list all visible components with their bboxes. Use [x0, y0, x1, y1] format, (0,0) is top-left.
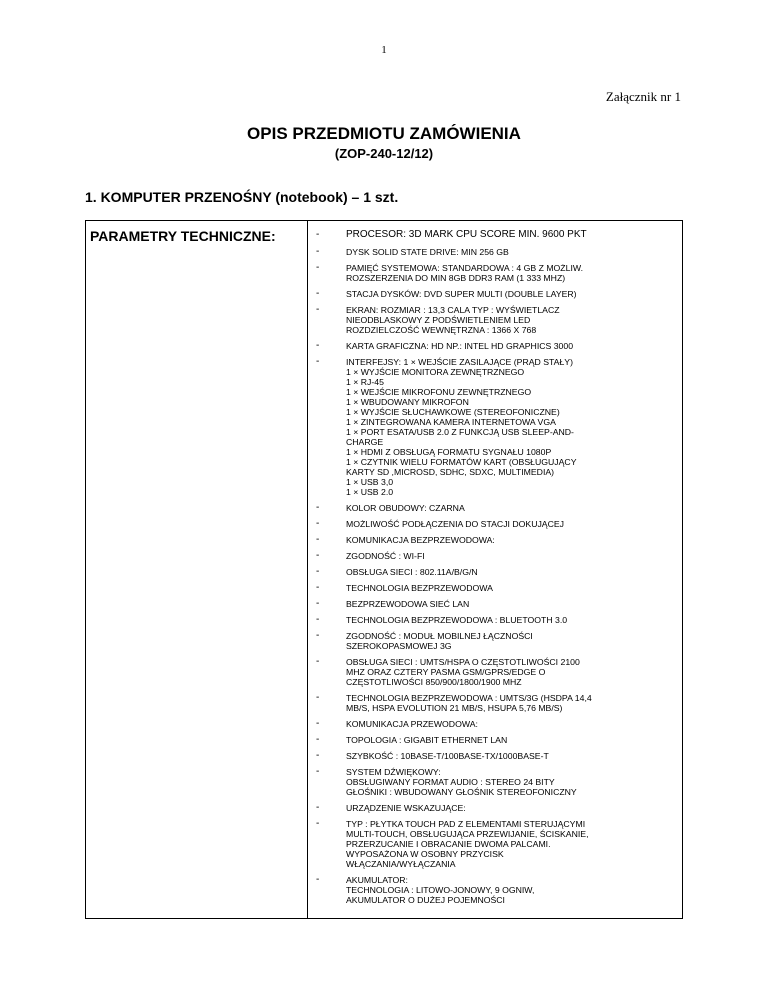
spec-item: [316, 875, 676, 905]
spec-item-text: TYP : PŁYTKA TOUCH PAD Z ELEMENTAMI STERUJĄCYMI MULTI-TOUCH, OBSŁUGUJĄCA PRZEWIJANIE, ŚCISKANIE, PRZERZUCANIE I OBRACANIE DWOMA PALCAMI. WYPOSAŻONA W OSOBNY PRZYCISK WŁĄCZANIA/WYŁĄCZANIA: [346, 819, 589, 869]
spec-item-text: ZGODNOŚĆ : MODUŁ MOBILNEJ ŁĄCZNOŚCI SZEROKOPASMOWEJ 3G: [346, 631, 533, 651]
list-dash: -: [316, 818, 320, 829]
spec-item: [316, 735, 676, 745]
list-dash: -: [316, 288, 320, 299]
spec-item: [316, 615, 676, 625]
spec-item-text: URZĄDZENIE WSKAZUJĄCE:: [346, 803, 466, 813]
page-number: 1: [381, 44, 387, 56]
list-dash: -: [316, 566, 320, 577]
spec-item-text: OBSŁUGA SIECI : UMTS/HSPA O CZĘSTOTLIWOŚCI 2100 MHZ ORAZ CZTERY PASMA GSM/GPRS/EDGE O CZĘSTOTLIWOŚCI 850/900/1800/1900 MHZ: [346, 657, 580, 687]
spec-item-text: SZYBKOŚĆ : 10BASE-T/100BASE-TX/1000BASE-T: [346, 751, 549, 761]
spec-item-text: TECHNOLOGIA BEZPRZEWODOWA: [346, 583, 493, 593]
spec-item-text: KOLOR OBUDOWY: CZARNA: [346, 503, 465, 513]
list-dash: -: [316, 550, 320, 561]
list-dash: -: [316, 656, 320, 667]
document-title: OPIS PRZEDMIOTU ZAMÓWIENIA: [247, 124, 521, 143]
spec-item-text: INTERFEJSY: 1 × WEJŚCIE ZASILAJĄCE (PRĄD STAŁY) 1 × WYJŚCIE MONITORA ZEWNĘTRZNEGO 1 × RJ-45 1 × WEJŚCIE MIKROFONU ZEWNĘTRZNEGO 1 × WBUDOWANY MIKROFON 1 × WYJŚCIE SŁUCHAWKOWE (STEREOFONICZNE) 1 × ZINTEGROWANA KAMERA INTERNETOWA VGA 1 × PORT ESATA/USB 2.0 Z FUNKCJĄ USB SLEEP-AND- CHARGE 1 × HDMI Z OBSŁUGĄ FORMATU SYGNAŁU 1080P 1 × CZYTNIK WIELU FORMATÓW KART (OBSŁUGUJĄCY KARTY SD ,MICROSD, SDHC, SDXC, MULTIMEDIA) 1 × USB 3,0 1 × USB 2.0: [346, 357, 577, 497]
list-dash: -: [316, 502, 320, 513]
spec-item-text: DYSK SOLID STATE DRIVE: MIN 256 GB: [346, 247, 509, 257]
spec-item: [316, 551, 676, 561]
spec-item-text: KOMUNIKACJA PRZEWODOWA:: [346, 719, 478, 729]
spec-item: [316, 229, 676, 241]
list-dash: -: [316, 692, 320, 703]
spec-item: [316, 289, 676, 299]
list-dash: -: [316, 598, 320, 609]
list-dash: -: [316, 766, 320, 777]
spec-item-text: KOMUNIKACJA BEZPRZEWODOWA:: [346, 535, 495, 545]
list-dash: -: [316, 340, 320, 351]
spec-item-text: PROCESOR: 3D MARK CPU SCORE MIN. 9600 PKT: [346, 229, 587, 240]
spec-item-text: STACJA DYSKÓW: DVD SUPER MULTI (DOUBLE LAYER): [346, 289, 577, 299]
spec-item-text: OBSŁUGA SIECI : 802.11A/B/G/N: [346, 567, 478, 577]
list-dash: -: [316, 534, 320, 545]
specification-list: [316, 229, 676, 911]
spec-item-text: TOPOLOGIA : GIGABIT ETHERNET LAN: [346, 735, 508, 745]
spec-item: [316, 631, 676, 651]
spec-item: [316, 657, 676, 687]
parameters-label: PARAMETRY TECHNICZNE:: [90, 228, 276, 244]
spec-item: [316, 519, 676, 529]
spec-item-text: TECHNOLOGIA BEZPRZEWODOWA : BLUETOOTH 3.0: [346, 615, 568, 625]
list-dash: -: [316, 750, 320, 761]
spec-item: [316, 535, 676, 545]
list-dash: -: [316, 246, 320, 257]
table-column-divider: [307, 221, 308, 918]
list-dash: -: [316, 734, 320, 745]
spec-item: [316, 263, 676, 283]
spec-item-text: TECHNOLOGIA BEZPRZEWODOWA : UMTS/3G (HSDPA 14,4 MB/S, HSPA EVOLUTION 21 MB/S, HSUPA 5,76 MB/S): [346, 693, 592, 713]
spec-item: [316, 583, 676, 593]
list-dash: -: [316, 802, 320, 813]
spec-item: [316, 247, 676, 257]
list-dash: -: [316, 262, 320, 273]
spec-item-text: EKRAN: ROZMIAR : 13,3 CALA TYP : WYŚWIETLACZ NIEODBLASKOWY Z PODŚWIETLENIEM LED ROZDZIELCZOŚĆ WEWNĘTRZNA : 1366 X 768: [346, 305, 560, 335]
list-dash: -: [316, 229, 320, 240]
spec-item: [316, 305, 676, 335]
spec-item: [316, 503, 676, 513]
list-dash: -: [316, 304, 320, 315]
spec-item: [316, 341, 676, 351]
spec-item-text: SYSTEM DŹWIĘKOWY: OBSŁUGIWANY FORMAT AUDIO : STEREO 24 BITY GŁOŚNIKI : WBUDOWANY GŁOŚNIK STEREOFONICZNY: [346, 767, 577, 797]
spec-item-text: PAMIĘĆ SYSTEMOWA: STANDARDOWA : 4 GB Z MOŻLIW. ROZSZERZENIA DO MIN 8GB DDR3 RAM (1 333 MHZ): [346, 263, 583, 283]
spec-item: [316, 803, 676, 813]
spec-item: [316, 599, 676, 609]
specification-table: [85, 220, 683, 919]
annex-label: Załącznik nr 1: [605, 89, 681, 104]
document-reference: (ZOP-240-12/12): [334, 146, 434, 161]
spec-item-text: ZGODNOŚĆ : WI-FI: [346, 551, 425, 561]
spec-item-text: AKUMULATOR: TECHNOLOGIA : LITOWO-JONOWY, 9 OGNIW, AKUMULATOR O DUŻEJ POJEMNOŚCI: [346, 875, 535, 905]
list-dash: -: [316, 582, 320, 593]
spec-item: [316, 693, 676, 713]
list-dash: -: [316, 614, 320, 625]
section-heading: 1. KOMPUTER PRZENOŚNY (notebook) – 1 szt.: [85, 189, 399, 205]
spec-item: [316, 751, 676, 761]
list-dash: -: [316, 518, 320, 529]
list-dash: -: [316, 630, 320, 641]
list-dash: -: [316, 356, 320, 367]
spec-item-text: MOŻLIWOŚĆ PODŁĄCZENIA DO STACJI DOKUJĄCEJ: [346, 519, 565, 529]
spec-item: [316, 357, 676, 497]
spec-item: [316, 719, 676, 729]
list-dash: -: [316, 718, 320, 729]
spec-item: [316, 819, 676, 869]
spec-item: [316, 767, 676, 797]
list-dash: -: [316, 874, 320, 885]
spec-item-text: BEZPRZEWODOWA SIEĆ LAN: [346, 599, 470, 609]
spec-item-text: KARTA GRAFICZNA: HD NP.: INTEL HD GRAPHICS 3000: [346, 341, 574, 351]
spec-item: [316, 567, 676, 577]
